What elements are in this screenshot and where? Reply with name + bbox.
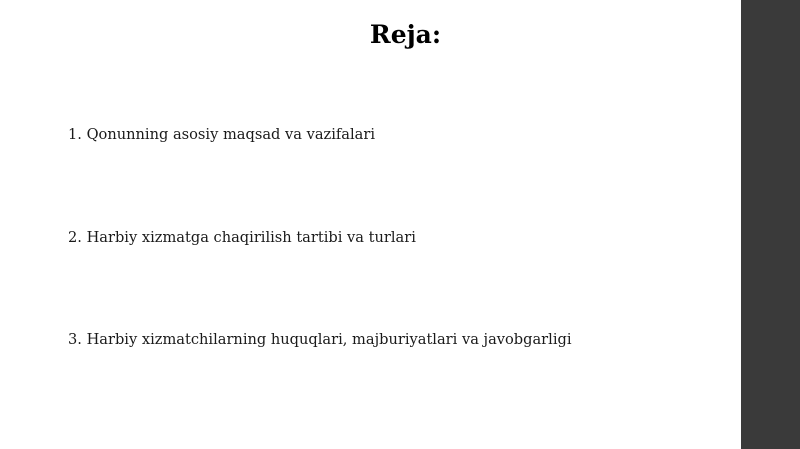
plan-item-1: 1. Qonunning asosiy maqsad va vazifalari — [68, 126, 376, 143]
plan-item-2: 2. Harbiy xizmatga chaqirilish tartibi va turlari — [68, 229, 416, 246]
side-panel — [741, 0, 800, 449]
slide-title: Reja: — [369, 20, 442, 49]
plan-item-3: 3. Harbiy xizmatchilarning huquqlari, majburiyatlari va javobgarligi — [68, 331, 572, 348]
